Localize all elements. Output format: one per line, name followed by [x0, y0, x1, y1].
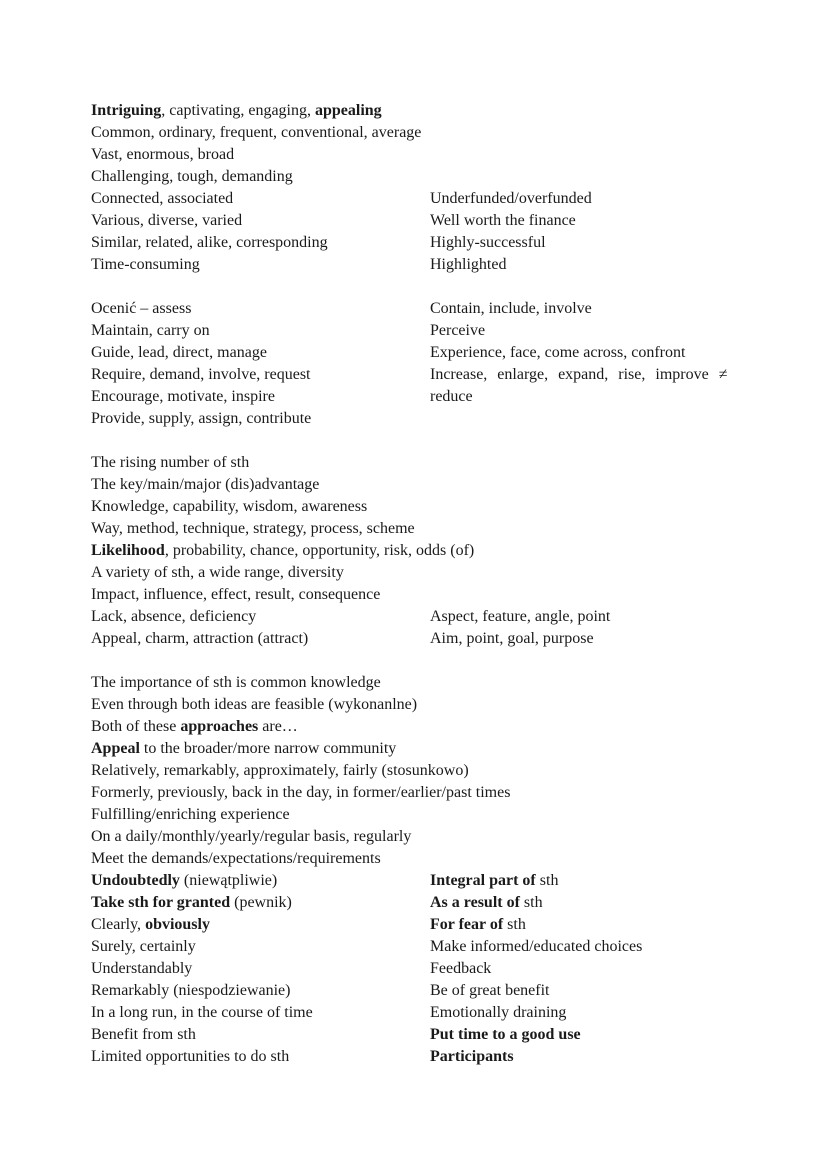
left-column-entry: [91, 980, 290, 1002]
left-column-entry: [91, 584, 380, 606]
bold-term: Intriguing: [91, 102, 162, 119]
left-column-entry: [91, 958, 192, 980]
right-column-entry: [430, 342, 685, 364]
text-segment: Emotionally draining: [430, 1004, 567, 1021]
section-nouns: [91, 452, 751, 650]
text-segment: Both of these: [91, 718, 181, 735]
text-line: [91, 760, 751, 782]
section-phrases: [91, 672, 751, 1068]
text-segment: Challenging, tough, demanding: [91, 168, 293, 185]
text-segment: Various, diverse, varied: [91, 212, 243, 229]
text-line: [91, 386, 751, 408]
text-segment: Formerly, previously, back in the day, in former/earlier/past times: [91, 784, 511, 801]
left-column-entry: [91, 342, 267, 364]
text-line: [91, 518, 751, 540]
text-line: [91, 474, 751, 496]
bold-term: As a result of: [430, 894, 520, 911]
text-segment: Increase, enlarge, expand, rise, improve ≠: [430, 366, 728, 383]
bold-term: approaches: [180, 718, 259, 735]
right-column-entry: [430, 232, 546, 254]
text-segment: , probability, chance, opportunity, risk, odds (of): [164, 542, 475, 559]
text-segment: sth: [535, 872, 559, 889]
text-segment: Ocenić – assess: [91, 300, 192, 317]
left-column-entry: [91, 210, 242, 232]
text-segment: Aim, point, goal, purpose: [430, 630, 594, 647]
text-line: [91, 694, 751, 716]
text-line: [91, 716, 751, 738]
right-column-entry: [430, 386, 473, 408]
left-column-entry: [91, 936, 196, 958]
left-column-entry: [91, 408, 311, 430]
left-column-entry: [91, 804, 290, 826]
section-spacer: [91, 276, 751, 298]
text-segment: Experience, face, come across, confront: [430, 344, 686, 361]
left-column-entry: [91, 166, 293, 188]
text-segment: Impact, influence, effect, result, consequence: [91, 586, 381, 603]
text-line: [91, 188, 751, 210]
left-column-entry: [91, 1046, 289, 1068]
text-line: [91, 980, 751, 1002]
text-segment: Appeal, charm, attraction (attract): [91, 630, 309, 647]
bold-term: Undoubtedly: [91, 872, 180, 889]
text-segment: (pewnik): [230, 894, 292, 911]
text-segment: Lack, absence, deficiency: [91, 608, 257, 625]
text-line: [91, 562, 751, 584]
text-line: [91, 848, 751, 870]
text-line: [91, 232, 751, 254]
text-segment: Underfunded/overfunded: [430, 190, 592, 207]
right-column-entry: [430, 606, 610, 628]
text-line: [91, 320, 751, 342]
text-segment: Understandably: [91, 960, 193, 977]
right-column-entry: [430, 980, 550, 1002]
text-line: [91, 364, 751, 386]
bold-term: Integral part of: [430, 872, 536, 889]
text-segment: are…: [258, 718, 298, 735]
text-line: [91, 936, 751, 958]
text-line: [91, 210, 751, 232]
text-line: [91, 100, 751, 122]
text-line: [91, 342, 751, 364]
left-column-entry: [91, 122, 421, 144]
text-line: [91, 1002, 751, 1024]
text-segment: (niewątpliwie): [179, 872, 278, 889]
left-column-entry: [91, 672, 381, 694]
text-line: [91, 628, 751, 650]
left-column-entry: [91, 540, 474, 562]
left-column-entry: [91, 320, 210, 342]
left-column-entry: [91, 496, 367, 518]
text-line: [91, 496, 751, 518]
text-line: [91, 540, 751, 562]
right-column-entry: [430, 958, 491, 980]
text-line: [91, 782, 751, 804]
text-line: [91, 804, 751, 826]
left-column-entry: [91, 518, 415, 540]
text-segment: sth: [519, 894, 543, 911]
text-line: [91, 1024, 751, 1046]
right-column-entry: [430, 936, 642, 958]
right-column-entry: [430, 188, 592, 210]
text-segment: Limited opportunities to do sth: [91, 1048, 290, 1065]
text-segment: Aspect, feature, angle, point: [430, 608, 611, 625]
left-column-entry: [91, 760, 469, 782]
left-column-entry: [91, 848, 381, 870]
text-segment: Be of great benefit: [430, 982, 550, 999]
left-column-entry: [91, 914, 210, 936]
right-column-entry: [430, 628, 594, 650]
bold-term: appealing: [314, 102, 382, 119]
text-line: [91, 870, 751, 892]
text-segment: Meet the demands/expectations/requirements: [91, 850, 381, 867]
text-line: [91, 738, 751, 760]
text-line: [91, 892, 751, 914]
text-segment: Require, demand, involve, request: [91, 366, 311, 383]
text-segment: Highly-successful: [430, 234, 546, 251]
text-segment: Maintain, carry on: [91, 322, 210, 339]
left-column-entry: [91, 606, 256, 628]
left-column-entry: [91, 628, 308, 650]
text-line: [91, 298, 751, 320]
text-line: [91, 408, 751, 430]
text-line: [91, 144, 751, 166]
right-column-entry: [430, 254, 506, 276]
text-segment: A variety of sth, a wide range, diversity: [91, 564, 344, 581]
left-column-entry: [91, 254, 200, 276]
section-spacer: [91, 430, 751, 452]
text-segment: Encourage, motivate, inspire: [91, 388, 275, 405]
right-column-entry: [430, 892, 543, 914]
left-column-entry: [91, 298, 191, 320]
text-line: [91, 958, 751, 980]
text-segment: Provide, supply, assign, contribute: [91, 410, 312, 427]
right-column-entry: [430, 210, 576, 232]
right-column-entry: [430, 914, 526, 936]
text-segment: The importance of sth is common knowledge: [91, 674, 381, 691]
text-segment: Knowledge, capability, wisdom, awareness: [91, 498, 368, 515]
left-column-entry: [91, 232, 328, 254]
bold-term: Participants: [430, 1048, 514, 1065]
text-line: [91, 122, 751, 144]
left-column-entry: [91, 188, 233, 210]
left-column-entry: [91, 716, 298, 738]
text-segment: Connected, associated: [91, 190, 234, 207]
text-segment: Feedback: [430, 960, 492, 977]
text-segment: Benefit from sth: [91, 1026, 196, 1043]
bold-term: obviously: [145, 916, 210, 933]
text-segment: Highlighted: [430, 256, 507, 273]
section-verbs: [91, 298, 751, 430]
text-segment: Similar, related, alike, corresponding: [91, 234, 328, 251]
bold-term: Put time to a good use: [430, 1026, 581, 1043]
left-column-entry: [91, 1024, 196, 1046]
left-column-entry: [91, 100, 382, 122]
text-segment: Even through both ideas are feasible (wykonanlne): [91, 696, 418, 713]
text-segment: to the broader/more narrow community: [139, 740, 397, 757]
text-segment: Vast, enormous, broad: [91, 146, 235, 163]
text-line: [91, 826, 751, 848]
text-segment: Guide, lead, direct, manage: [91, 344, 267, 361]
text-segment: Perceive: [430, 322, 486, 339]
text-segment: Fulfilling/enriching experience: [91, 806, 290, 823]
left-column-entry: [91, 386, 275, 408]
text-segment: In a long run, in the course of time: [91, 1004, 313, 1021]
text-line: [91, 452, 751, 474]
left-column-entry: [91, 738, 396, 760]
text-segment: Well worth the finance: [430, 212, 576, 229]
text-segment: sth: [503, 916, 526, 933]
text-line: [91, 1046, 751, 1068]
left-column-entry: [91, 144, 234, 166]
vocabulary-document: [91, 100, 751, 1068]
bold-term: For fear of: [430, 916, 504, 933]
right-column-entry: [430, 1046, 514, 1068]
text-line: [91, 584, 751, 606]
text-segment: , captivating, engaging,: [161, 102, 315, 119]
text-line: [91, 606, 751, 628]
text-line: [91, 254, 751, 276]
section-adjectives: [91, 100, 751, 276]
text-segment: The key/main/major (dis)advantage: [91, 476, 320, 493]
text-segment: Make informed/educated choices: [430, 938, 643, 955]
right-column-entry: [430, 870, 558, 892]
right-column-entry: [430, 364, 727, 386]
left-column-entry: [91, 452, 249, 474]
right-column-entry: [430, 1024, 581, 1046]
left-column-entry: [91, 870, 277, 892]
text-segment: On a daily/monthly/yearly/regular basis, regularly: [91, 828, 412, 845]
left-column-entry: [91, 782, 510, 804]
text-line: [91, 672, 751, 694]
right-column-entry: [430, 1002, 566, 1024]
bold-term: Appeal: [91, 740, 140, 757]
text-segment: Way, method, technique, strategy, process, scheme: [91, 520, 415, 537]
bold-term: Likelihood: [91, 542, 165, 559]
left-column-entry: [91, 694, 417, 716]
text-segment: Contain, include, involve: [430, 300, 592, 317]
right-column-entry: [430, 298, 592, 320]
text-segment: Common, ordinary, frequent, conventional, average: [91, 124, 422, 141]
bold-term: Take sth for granted: [91, 894, 231, 911]
left-column-entry: [91, 826, 411, 848]
text-line: [91, 166, 751, 188]
left-column-entry: [91, 364, 311, 386]
section-spacer: [91, 650, 751, 672]
text-segment: Time-consuming: [91, 256, 200, 273]
text-segment: Surely, certainly: [91, 938, 196, 955]
text-segment: reduce: [430, 388, 473, 405]
text-segment: The rising number of sth: [91, 454, 250, 471]
text-segment: Remarkably (niespodziewanie): [91, 982, 291, 999]
text-line: [91, 914, 751, 936]
left-column-entry: [91, 892, 292, 914]
right-column-entry: [430, 320, 485, 342]
left-column-entry: [91, 1002, 313, 1024]
text-segment: Relatively, remarkably, approximately, fairly (stosunkowo): [91, 762, 469, 779]
left-column-entry: [91, 562, 344, 584]
left-column-entry: [91, 474, 319, 496]
text-segment: Clearly,: [91, 916, 146, 933]
